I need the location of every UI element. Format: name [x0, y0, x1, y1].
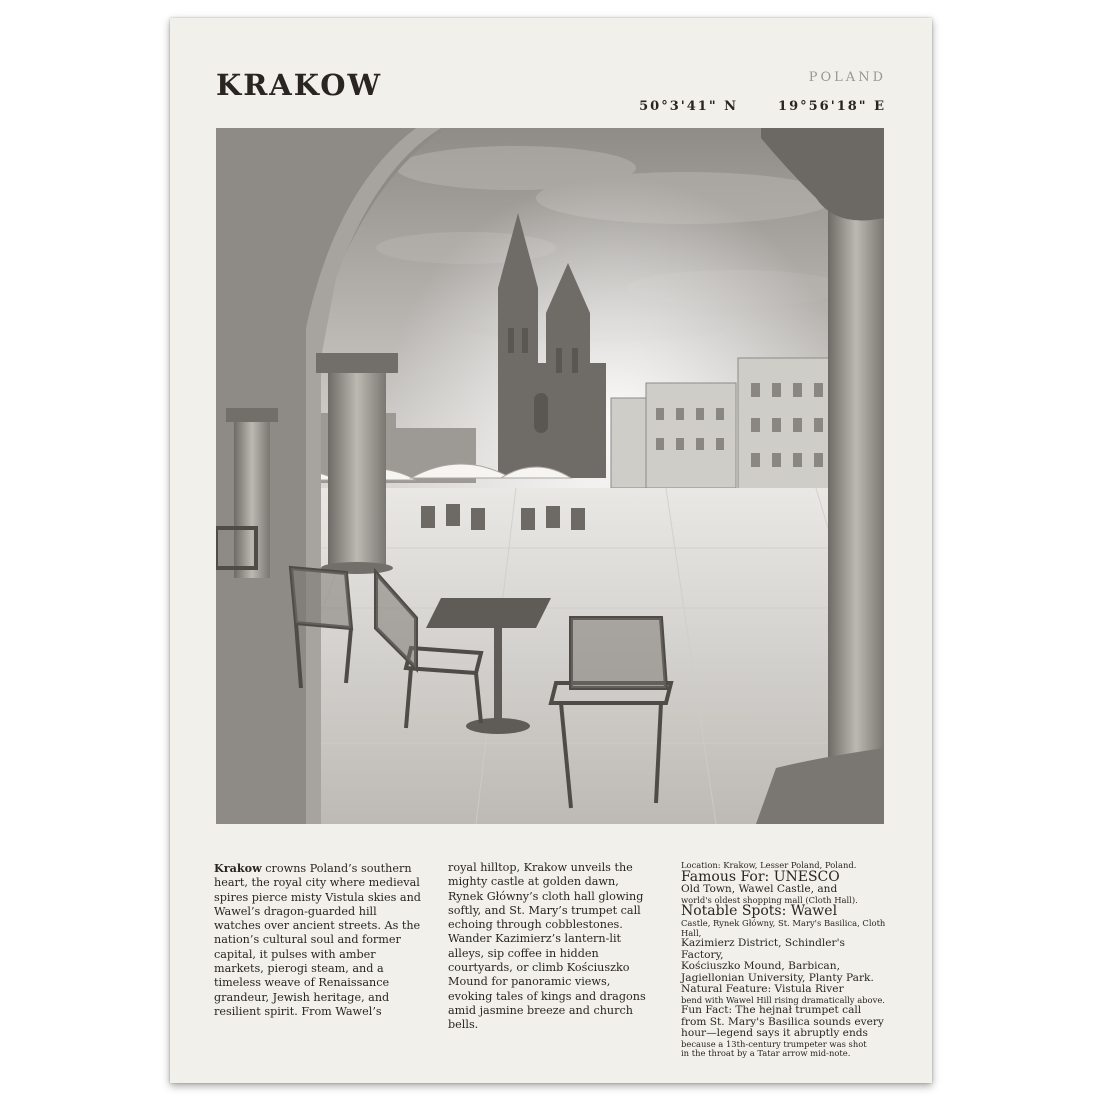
- fact-location: Location: Krakow, Lesser Poland, Poland.: [681, 860, 857, 870]
- latitude: 50°3'41" N: [639, 99, 739, 114]
- description-lead: Krakow: [214, 861, 262, 875]
- description-col1-text: crowns Poland’s southern heart, the royal city where medieval spires pierce misty Vistula skies and Wawel’s dragon-guarded hill watches over ancient streets. As the nation’s cultural soul and former capital, it pulses with amber markets, pierogi steam, and a timeless weave of Renaissance grandeur, Jewish heritage, and resilient spirit. From Wawel’s: [214, 862, 421, 1018]
- fact-fun-heading: Fun Fact: The hejnał trumpet call: [681, 1004, 862, 1017]
- facts-column: [681, 861, 886, 1059]
- fact-fun-line-4: in the throat by a Tatar arrow mid-note.: [681, 1048, 851, 1059]
- fact-notable-line-1: Kazimierz District, Schindler's Factory,: [681, 937, 845, 961]
- fact-famous-line: Old Town, Wawel Castle, and: [681, 883, 838, 896]
- fact-famous-heading: Famous For: UNESCO: [681, 868, 840, 885]
- description-col2-text: royal hilltop, Krakow unveils the mighty castle at golden dawn, Rynek Główny’s cloth hall glowing softly, and St. Mary’s trumpet call echoing through cobblestones. Wander Kazimierz’s lantern-lit alleys, sip coffee in hidden courtyards, or climb Kościuszko Mound for panoramic views, evoking tales of kings and dragons amid jasmine breeze and church bells.: [448, 861, 646, 1032]
- fact-fun-line-1: from St. Mary's Basilica sounds every: [681, 1015, 884, 1028]
- description-column-2: [448, 861, 656, 1033]
- fact-notable-detail: Castle, Rynek Główny, St. Mary's Basilica, Cloth Hall,: [681, 918, 886, 938]
- fact-fun-line-3: because a 13th-century trumpeter was shot: [681, 1038, 867, 1049]
- fact-notable-heading: Notable Spots: Wawel: [681, 903, 838, 920]
- city-title: KRAKOW: [216, 68, 383, 102]
- country-label: POLAND: [808, 70, 886, 85]
- fact-notable-line-3: Jagiellonian University, Planty Park.: [681, 971, 874, 984]
- market-square-photo: [216, 128, 884, 824]
- coordinates: [639, 99, 886, 114]
- description-column-1: [214, 861, 421, 1019]
- fact-notable-line-2: Kościuszko Mound, Barbican,: [681, 960, 840, 973]
- fact-fun-line-2: hour—legend says it abruptly ends: [681, 1027, 868, 1040]
- fact-natural-heading: Natural Feature: Vistula River: [681, 983, 844, 996]
- poster-card: [170, 18, 932, 1083]
- longitude: 19°56'18" E: [778, 99, 886, 114]
- fact-famous-detail: world's oldest shopping mall (Cloth Hall).: [681, 894, 858, 905]
- fact-natural-detail: bend with Wawel Hill rising dramatically above.: [681, 994, 885, 1005]
